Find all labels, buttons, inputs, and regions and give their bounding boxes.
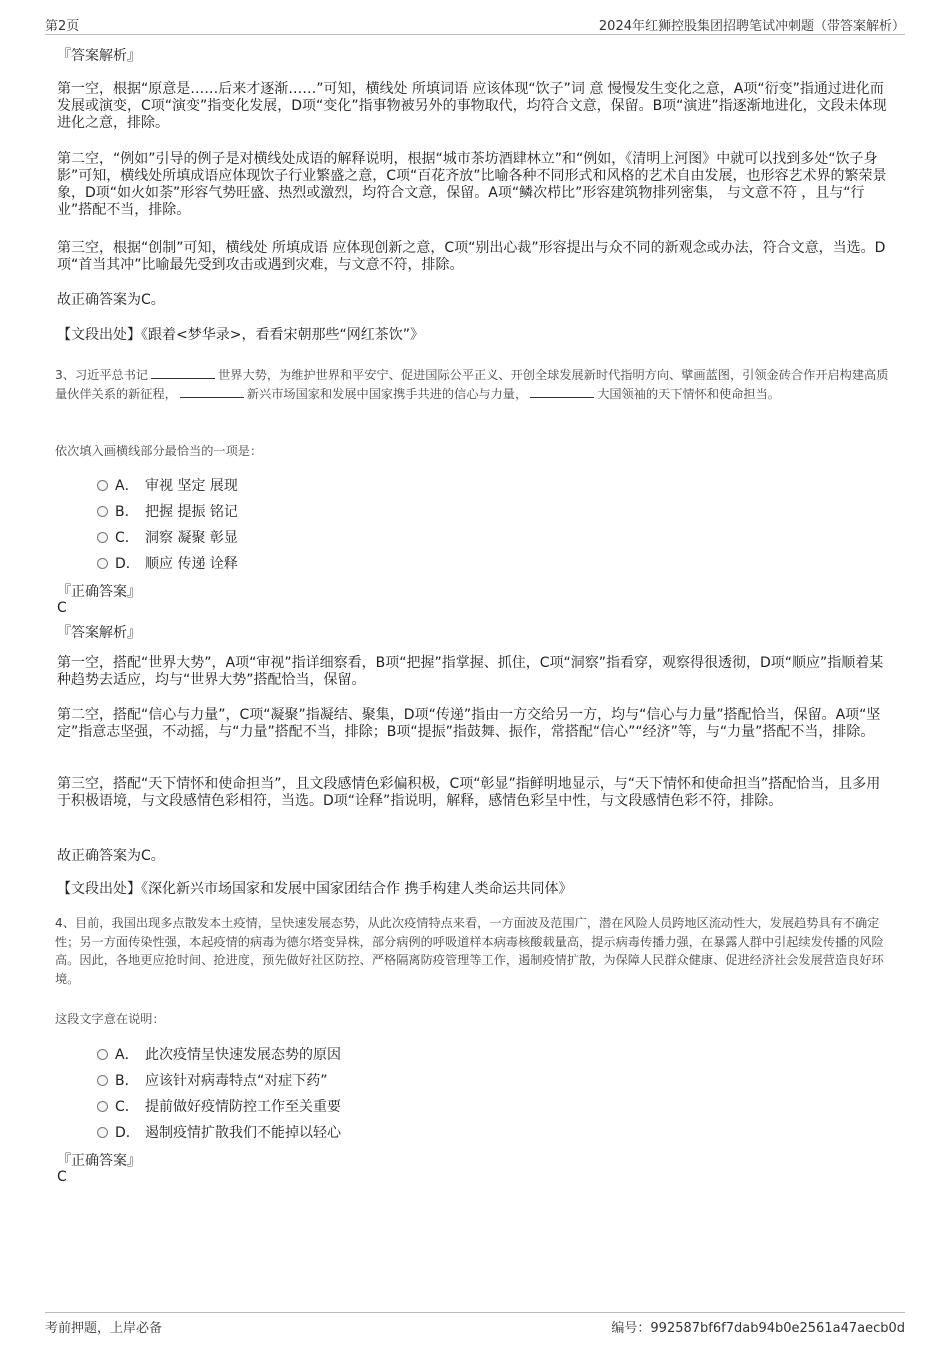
analysis-paragraph-2: 第二空，“例如”引导的例子是对横线处成语的解释说明，根据“城市茶坊酒肆林立”和“例如，《清明上河图》中就可以找到多处“饮子身影”可知，横线处所填成语应体现饮子行业繁盛之意，C项“百花齐放”比喻各种不同形式和风格的艺术自由发展，也形容艺术界的繁荣景象，D项“如火如荼”形容气势旺盛、热烈或激烈，均符合文意，保留。A项“鳞次栉比”形容建筑物排列密集， 与文意不符 ，且与“行业”搭配不当，排除。 bbox=[57, 151, 887, 218]
page-header bbox=[45, 14, 905, 35]
correct-answer-label: 『正确答案』 bbox=[57, 1153, 141, 1169]
option-letter: D． bbox=[115, 556, 140, 572]
radio-icon[interactable] bbox=[97, 506, 108, 517]
footer-slogan: 考前押题，上岸必备 bbox=[45, 1321, 163, 1336]
page-number: 第2页 bbox=[45, 19, 80, 34]
analysis-paragraph-2: 第二空，搭配“信心与力量”，C项“凝聚”指凝结、聚集，D项“传递”指由一方交给另一方，均与“信心与力量”搭配恰当，保留。A项“坚定”指意志坚强，不动摇，与“力量”搭配不当，排除；B项“提振”指鼓舞、振作，常搭配“信心”“经济”等，与“力量”搭配不当，排除。 bbox=[57, 707, 881, 740]
option-text: 提前做好疫情防控工作至关重要 bbox=[145, 1099, 341, 1115]
radio-icon[interactable] bbox=[97, 1127, 108, 1138]
question-3-part-2: 世界大势，为维护世界和平安宁、促进国际公平正义、开创全球发展新时代指明方向、擘画蓝图，引领金砖合作开启构建高质量伙伴关系的新征程， bbox=[55, 368, 889, 401]
analysis-paragraph-1: 第一空，搭配“世界大势”，A项“审视”指详细察看，B项“把握”指掌握、抓住，C项“洞察”指看穿，观察得很透彻，D项“顺应”指顺着某种趋势去适应，均与“世界大势”搭配恰当，保留。 bbox=[57, 655, 884, 688]
correct-answer-value: C bbox=[57, 1169, 67, 1185]
source-citation: 【文段出处】《深化新兴市场国家和发展中国家团结合作 携手构建人类命运共同体》 bbox=[57, 881, 573, 897]
option-text: 此次疫情呈快速发展态势的原因 bbox=[145, 1047, 341, 1063]
source-citation: 【文段出处】《跟着<梦华录>，看看宋朝那些“网红茶饮”》 bbox=[57, 327, 424, 343]
option-letter: A． bbox=[115, 478, 139, 494]
analysis-paragraph-3: 第三空，搭配“天下情怀和使命担当”，且文段感情色彩偏积极，C项“彰显”指鲜明地显示，与“天下情怀和使命担当”搭配恰当，且多用于积极语境，与文段感情色彩相符，当选。D项“诠释”指说明，解释，感情色彩呈中性，与文段感情色彩不符，排除。 bbox=[57, 776, 881, 809]
question-3-part-4: 大国领袖的天下情怀和使命担当。 bbox=[597, 386, 780, 401]
option-letter: C． bbox=[115, 530, 139, 546]
option-letter: B． bbox=[115, 504, 139, 520]
page-footer bbox=[45, 1312, 905, 1335]
radio-icon[interactable] bbox=[97, 480, 108, 491]
option-text: 应该针对病毒特点“对症下药” bbox=[145, 1073, 328, 1089]
fill-blank bbox=[180, 385, 244, 398]
question-3-prompt: 依次填入画横线部分最恰当的一项是： bbox=[55, 444, 263, 458]
radio-icon[interactable] bbox=[97, 532, 108, 543]
radio-icon[interactable] bbox=[97, 1049, 108, 1060]
option-letter: B． bbox=[115, 1073, 139, 1089]
document-title: 2024年红狮控股集团招聘笔试冲刺题（带答案解析） bbox=[598, 19, 905, 34]
analysis-paragraph-3: 第三空，根据“创制”可知，横线处 所填成语 应体现创新之意，C项“别出心裁”形容提出与众不同的新观念或办法，符合文意，当选。D项“首当其冲”比喻最先受到攻击或遇到灾难，与文意不符，排除。 bbox=[57, 240, 886, 273]
correct-answer-value: C bbox=[57, 600, 67, 616]
fill-blank bbox=[530, 385, 594, 398]
question-3-part-1: 3、习近平总书记 bbox=[55, 368, 149, 382]
option-text: 审视 坚定 展现 bbox=[145, 478, 238, 494]
option-text: 遏制疫情扩散我们不能掉以轻心 bbox=[145, 1125, 341, 1141]
correct-answer-label: 『正确答案』 bbox=[57, 584, 141, 600]
analysis-label: 『答案解析』 bbox=[57, 625, 141, 641]
analysis-label: 『答案解析』 bbox=[57, 48, 141, 64]
radio-icon[interactable] bbox=[97, 1101, 108, 1112]
option-text: 顺应 传递 诠释 bbox=[145, 556, 238, 572]
question-3-part-3: 新兴市场国家和发展中国家携手共进的信心与力量， bbox=[246, 386, 528, 401]
option-letter: D． bbox=[115, 1125, 140, 1141]
fill-blank bbox=[151, 366, 215, 379]
radio-icon[interactable] bbox=[97, 1075, 108, 1086]
question-4-prompt: 这段文字意在说明： bbox=[55, 1012, 165, 1026]
analysis-paragraph-1: 第一空，根据“原意是……后来才逐渐……”可知，横线处 所填词语 应该体现“饮子”词 意 慢慢发生变化之意，A项“衍变”指通过进化而发展或演变，C项“演变”指变化发展，D项“变化”指事物被另外的事物取代，均符合文意，保留。B项“演进”指逐渐地进化，文段未体现进化之意，排除。 bbox=[57, 81, 887, 131]
document-id: 编号：992587bf6f7dab94b0e2561a47aecb0d bbox=[611, 1321, 905, 1336]
option-letter: A． bbox=[115, 1047, 139, 1063]
answer-conclusion: 故正确答案为C。 bbox=[57, 848, 165, 864]
option-letter: C． bbox=[115, 1099, 139, 1115]
radio-icon[interactable] bbox=[97, 558, 108, 569]
question-4-stem: 4、目前，我国出现多点散发本土疫情，呈快速发展态势，从此次疫情特点来看，一方面波及范围广，潜在风险人员跨地区流动性大，发展趋势具有不确定性；另一方面传染性强，本起疫情的病毒为德尔塔变异株，部分病例的呼吸道样本病毒核酸载量高，提示病毒传播力强，在暴露人群中引起续发传播的风险高。因此，各地更应抢时间、抢进度，预先做好社区防控、严格隔离防疫管理等工作，遏制疫情扩散，为保障人民群众健康、促进经济社会发展营造良好环境。 bbox=[55, 916, 884, 986]
answer-conclusion: 故正确答案为C。 bbox=[57, 292, 165, 308]
option-text: 把握 提振 铭记 bbox=[145, 504, 238, 520]
question-3-stem bbox=[55, 366, 895, 403]
option-text: 洞察 凝聚 彰显 bbox=[145, 530, 238, 546]
